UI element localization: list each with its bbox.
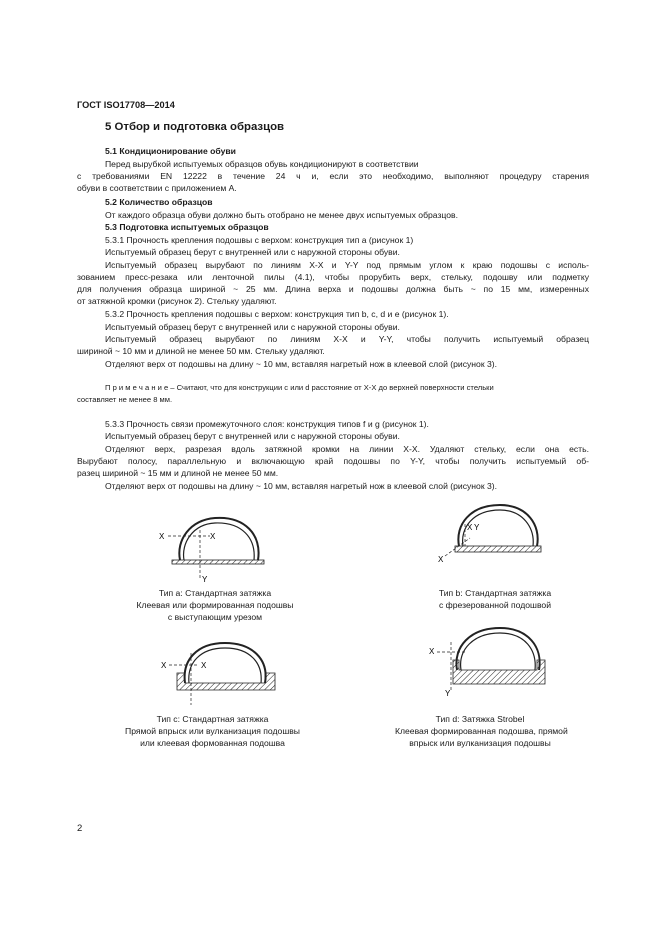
figure-caption-b [415, 587, 575, 611]
caption-line: Тип d: Затяжка Strobel [435, 714, 525, 724]
caption-line: впрыск или вулканизация подошвы [409, 738, 551, 748]
figure-caption-a [135, 587, 295, 623]
section-title: 5 Отбор и подготовка образцов [105, 121, 285, 133]
axis-label-y: Y [445, 689, 451, 698]
paragraph-line: От каждого образца обуви должно быть отобрано не менее двух испытуемых образцов. [105, 210, 458, 220]
subsection-heading-5-3: 5.3 Подготовка испытуемых образцов [105, 222, 269, 232]
caption-line: или клеевая формованная подошва [140, 738, 285, 748]
paragraph-line: обуви в соответствии с приложением А. [77, 183, 237, 193]
sole-illustration [455, 546, 541, 552]
axis-label-y: Y [474, 523, 480, 532]
shoe-upper-illustration [179, 518, 258, 560]
axis-label-x: X [438, 555, 444, 564]
figure-caption-d [395, 713, 568, 749]
sole-illustration [177, 673, 275, 690]
paragraph-line: Испытуемый образец вырубают по линиям Х-Х и Y-Y, чтобы получить испытуемый образец [105, 334, 589, 344]
paragraph-line: разец шириной ~ 15 мм и длиной не менее 50 мм. [77, 468, 279, 478]
paragraph-line: от затяжной кромки (рисунок 2). Стельку удаляют. [77, 296, 277, 306]
figure-type-b [435, 500, 555, 575]
clause-5-3-3: 5.3.3 Прочность связи промежуточного слоя: конструкция типов f и g (рисунок 1). [105, 419, 429, 429]
figure-caption-c [125, 713, 300, 749]
paragraph-line: Испытуемый образец берут с внутренней или с наружной стороны обуви. [105, 247, 400, 257]
paragraph-line: Испытуемый образец вырубают по линиям Х-Х и Y-Y под прямым углом к краю подошвы с исполь- [105, 260, 589, 270]
page-number: 2 [77, 823, 83, 834]
caption-line: Прямой впрыск или вулканизация подошвы [125, 726, 300, 736]
caption-line: с выступающим урезом [167, 612, 263, 622]
note-line: составляет не менее 8 мм. [77, 395, 173, 404]
subsection-heading-5-2: 5.2 Количество образцов [105, 197, 213, 207]
note-line: П р и м е ч а н и е – Считают, что для конструкции с или d расстояние от Х-Х до верхней поверхности стельки [105, 383, 494, 392]
figure-type-c [155, 635, 290, 710]
document-header: ГОСТ ISO17708—2014 [77, 100, 175, 110]
caption-line: Клеевая или формированная подошвы [136, 600, 294, 610]
clause-5-3-2: 5.3.2 Прочность крепления подошвы с верхом: конструкция тип b, c, d и e (рисунок 1). [105, 309, 449, 319]
paragraph-line: шириной ~ 10 мм и длиной не менее 50 мм. Стельку удаляют. [77, 346, 325, 356]
caption-line: Тип а: Стандартная затяжка [158, 588, 272, 598]
paragraph-line: Испытуемый образец берут с внутренней или с наружной стороны обуви. [105, 431, 400, 441]
axis-label-x: X [159, 532, 165, 541]
sole-illustration [172, 560, 264, 564]
axis-label-x: X [161, 661, 167, 670]
subsection-heading-5-1: 5.1 Кондиционирование обуви [105, 146, 236, 156]
shoe-upper-illustration [456, 628, 539, 670]
paragraph-line: Вырубают полосу, параллельную и включающую край подошвы по Y-Y, чтобы получить испытуемый об- [77, 456, 589, 466]
paragraph-line: с требованиями EN 12222 в течение 24 ч и, если это необходимо, выполняют процедуру старения [77, 171, 589, 181]
caption-line: Тип с: Стандартная затяжка [156, 714, 269, 724]
paragraph-line: Отделяют верх от подошвы на длину ~ 10 мм, вставляя нагретый нож в клеевой слой (рисунок 3). [105, 481, 497, 491]
caption-line: с фрезерованной подошвой [439, 600, 551, 610]
paragraph-line: Отделяют верх, разрезая вдоль затяжной кромки на линии Х-Х. Удаляют стельку, если она есть. [105, 444, 589, 454]
clause-5-3-1: 5.3.1 Прочность крепления подошвы с верхом: конструкция тип а (рисунок 1) [105, 235, 414, 245]
figure-type-a [150, 510, 280, 585]
axis-label-x: X [467, 523, 473, 532]
sole-illustration [453, 660, 545, 684]
axis-label-y: Y [202, 575, 208, 584]
paragraph-line: для получения образца шириной ~ 25 мм. Длина верха и подошвы должна быть ~ по 15 мм, измеренных [77, 284, 589, 294]
axis-label-x: X [429, 647, 435, 656]
caption-line: Тип b: Стандартная затяжка [438, 588, 552, 598]
paragraph-line: Отделяют верх от подошвы на длину ~ 10 мм, вставляя нагретый нож в клеевой слой (рисунок 3). [105, 359, 497, 369]
paragraph-line: Испытуемый образец берут с внутренней или с наружной стороны обуви. [105, 322, 400, 332]
paragraph-line: Перед вырубкой испытуемых образцов обувь кондиционируют в соответствии [105, 159, 419, 169]
figure-type-d [425, 622, 550, 702]
axis-label-x: X [201, 661, 207, 670]
paragraph-line: зованием пресс-резака или ленточной пилы (4.1), чтобы прорубить верх, стельку, подошву или подметку [77, 272, 589, 282]
axis-label-x: X [210, 532, 216, 541]
caption-line: Клеевая формированная подошва, прямой [395, 726, 568, 736]
shoe-upper-illustration [185, 643, 266, 683]
